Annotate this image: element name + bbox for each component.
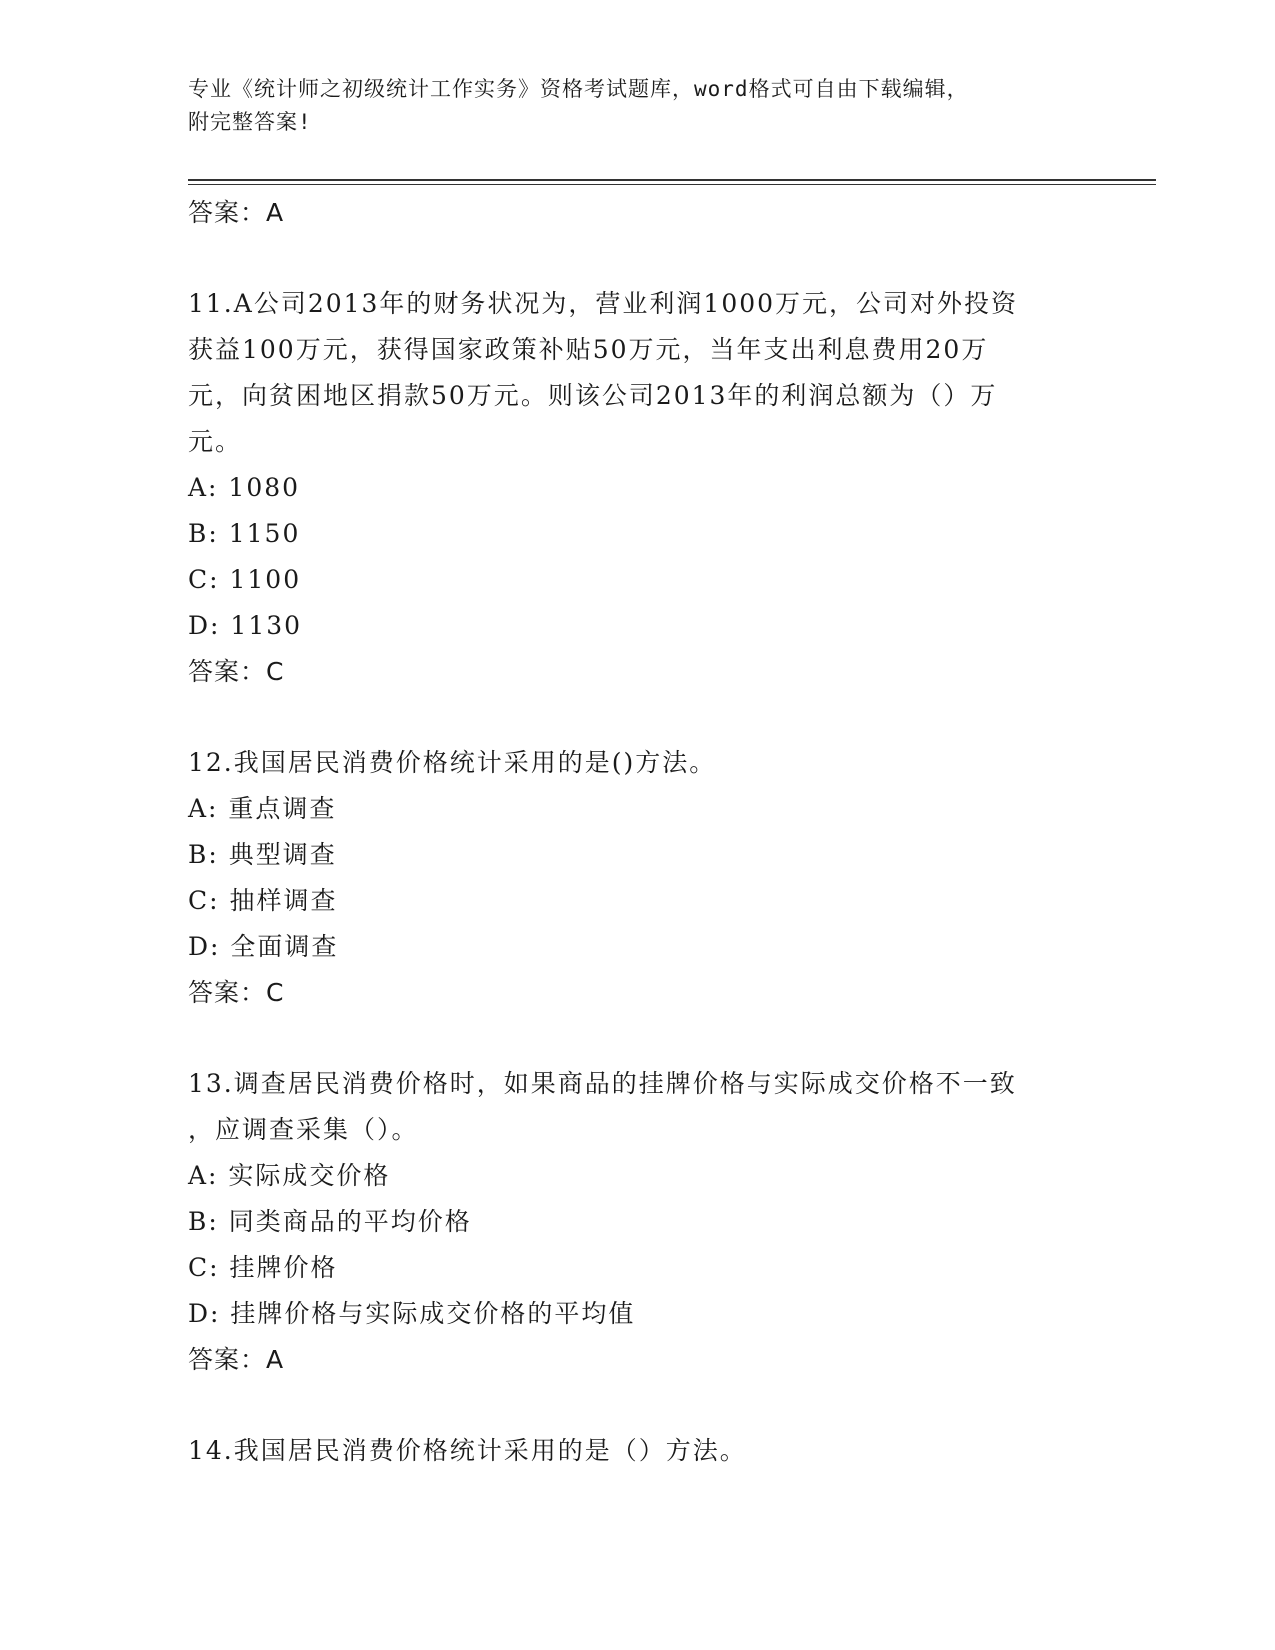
question-text: [188, 1428, 1088, 1474]
answer-value: C: [266, 978, 285, 1007]
option-a: A: 1080: [188, 473, 301, 502]
answer-label: 答案：: [188, 657, 267, 686]
header-divider-thin: [188, 184, 1156, 185]
question-line: 获益100万元，获得国家政策补贴50万元，当年支出利息费用20万: [188, 335, 989, 364]
option-b: B: 1150: [188, 519, 301, 548]
option-b: B: 同类商品的平均价格: [188, 1207, 472, 1236]
answer-line: [188, 190, 1088, 236]
answer-label: 答案：: [188, 1345, 267, 1374]
question-line: 14.我国居民消费价格统计采用的是（）方法。: [188, 1436, 747, 1465]
option-d: D: 全面调查: [188, 932, 339, 961]
answer-label: 答案：: [188, 198, 267, 227]
question-line: 11.A公司2013年的财务状况为，营业利润1000万元，公司对外投资: [188, 289, 1019, 318]
option-b: B: 典型调查: [188, 840, 337, 869]
document-header: [188, 73, 1088, 139]
question-text: [188, 1061, 1088, 1153]
answer-line: [188, 970, 1088, 1016]
question-text: [188, 740, 1088, 786]
option-c: C: 1100: [188, 565, 302, 594]
header-line-1: 专业《统计师之初级统计工作实务》资格考试题库，word格式可自由下载编辑，: [188, 77, 969, 101]
answer-value: A: [266, 198, 285, 227]
option-a: A: 实际成交价格: [188, 1161, 391, 1190]
question-list: [188, 190, 1088, 1474]
question-line: ，应调查采集（）。: [188, 1115, 419, 1144]
option-c: C: 抽样调查: [188, 886, 338, 915]
question-text: [188, 281, 1088, 465]
answer-label: 答案：: [188, 978, 267, 1007]
answer-value: A: [266, 1345, 285, 1374]
answer-line: [188, 649, 1088, 695]
question-line: 元，向贫困地区捐款50万元。则该公司2013年的利润总额为（）万: [188, 381, 998, 410]
option-d: D: 挂牌价格与实际成交价格的平均值: [188, 1299, 636, 1328]
question-line: 元。: [188, 427, 243, 456]
option-a: A: 重点调查: [188, 794, 337, 823]
option-d: D: 1130: [188, 611, 303, 640]
header-line-2: 附完整答案!: [188, 110, 312, 134]
header-divider: [188, 179, 1156, 181]
answer-line: [188, 1337, 1088, 1383]
option-c: C: 挂牌价格: [188, 1253, 338, 1282]
question-line: 13.调查居民消费价格时，如果商品的挂牌价格与实际成交价格不一致: [188, 1069, 1017, 1098]
question-line: 12.我国居民消费价格统计采用的是()方法。: [188, 748, 717, 777]
answer-value: C: [266, 657, 285, 686]
